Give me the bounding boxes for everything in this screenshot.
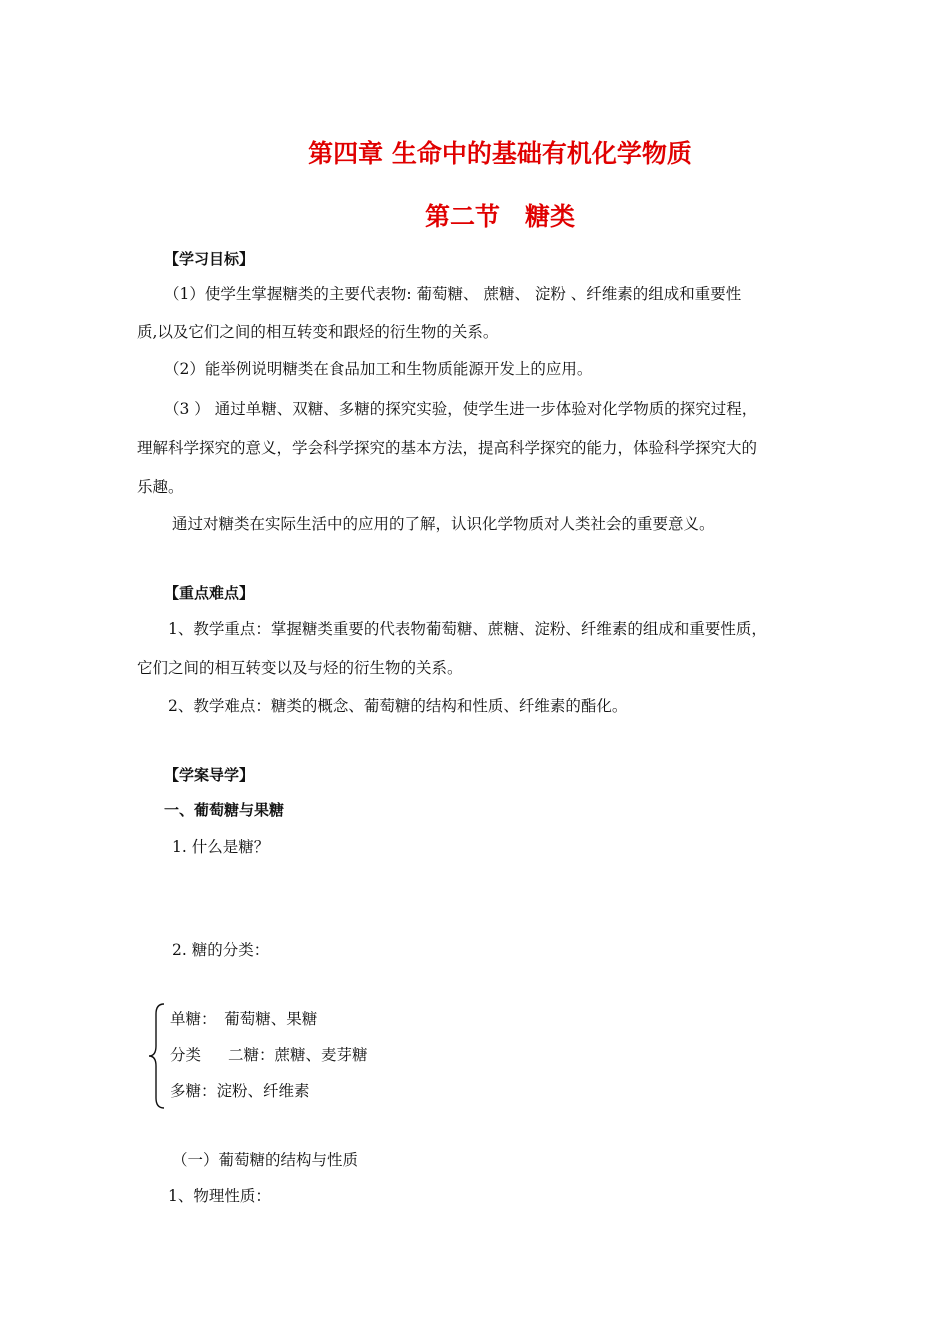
question-1: 1. 什么是糖？ <box>172 838 270 856</box>
goals-line-3c: 乐趣。 <box>137 478 184 496</box>
key-points-line-2: 2、教学难点：糖类的概念、葡萄糖的结构和性质、纤维素的酯化。 <box>168 697 628 715</box>
goals-line-2: （2）能举例说明糖类在食品加工和生物质能源开发上的应用。 <box>164 360 593 378</box>
key-points-line-1b: 它们之间的相互转变以及与烃的衍生物的关系。 <box>137 659 463 677</box>
physical-properties: 1、物理性质： <box>168 1187 271 1205</box>
question-2: 2. 糖的分类： <box>172 941 270 959</box>
key-points-heading: 【重点难点】 <box>164 584 255 602</box>
guide-subheading-2: （一）葡萄糖的结构与性质 <box>172 1151 359 1169</box>
key-points-line-1: 1、教学重点：掌握糖类重要的代表物葡萄糖、蔗糖、淀粉、纤维素的组成和重要性质， <box>168 620 767 638</box>
goals-heading: 【学习目标】 <box>164 250 255 268</box>
goals-line-3: （3 ） 通过单糖、双糖、多糖的探究实验，使学生进一步体验对化学物质的探究过程， <box>164 400 758 418</box>
section-title: 第二节 糖类 <box>424 202 575 231</box>
goals-line-1: （1）使学生掌握糖类的主要代表物: 葡萄糖、 蔗糖、 淀粉 、纤维素的组成和重要性 <box>164 285 742 303</box>
class-poly: 多糖：淀粉、纤维素 <box>170 1082 310 1100</box>
guide-subheading-1: 一、葡萄糖与果糖 <box>164 801 285 819</box>
brace-icon <box>146 1000 166 1112</box>
goals-line-1b: 质,以及它们之间的相互转变和跟烃的衍生物的关系。 <box>137 323 499 341</box>
class-label: 分类 <box>170 1046 202 1064</box>
class-di: 二糖：蔗糖、麦芽糖 <box>228 1046 368 1064</box>
goals-line-3b: 理解科学探究的意义，学会科学探究的基本方法，提高科学探究的能力，体验科学探究大的 <box>137 439 758 457</box>
chapter-title: 第四章 生命中的基础有机化学物质 <box>308 139 692 168</box>
class-mono: 单糖： 葡萄糖、果糖 <box>170 1010 318 1028</box>
guide-heading: 【学案导学】 <box>164 766 255 784</box>
goals-line-4: 通过对糖类在实际生活中的应用的了解，认识化学物质对人类社会的重要意义。 <box>172 515 715 533</box>
